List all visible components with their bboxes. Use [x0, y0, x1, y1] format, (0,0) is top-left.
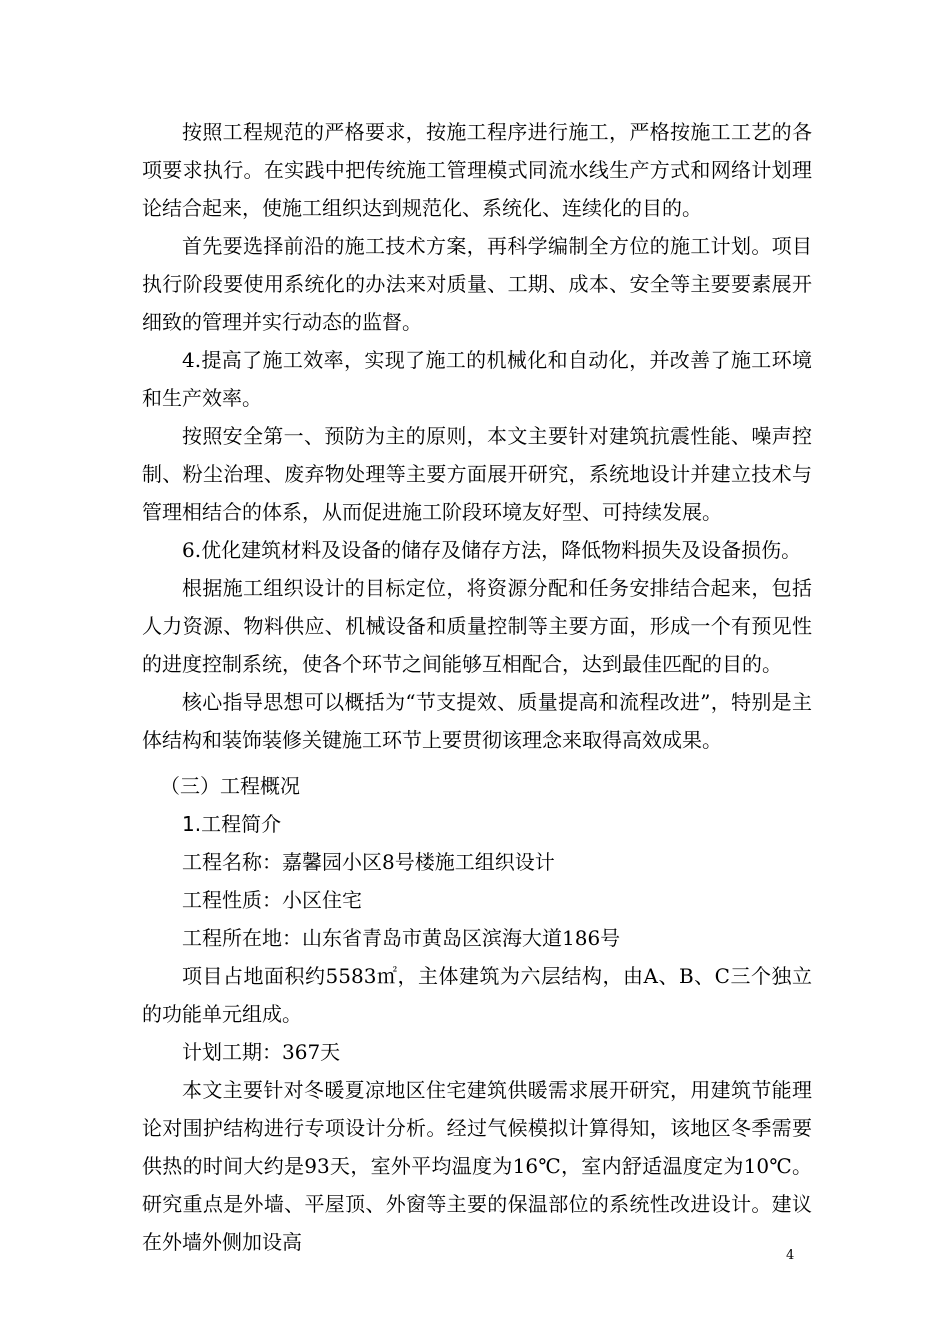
body-paragraph: 本文主要针对冬暖夏凉地区住宅建筑供暖需求展开研究，用建筑节能理论对围护结构进行专项设计分析。经过气候模拟计算得知，该地区冬季需要供热的时间大约是93天，室外平均温度为16℃，室内舒适温度定为10℃。研究重点是外墙、平屋顶、外窗等主要的保温部位的系统性改进设计。建议在外墙外侧加设高 [142, 1078, 812, 1254]
body-paragraph: 按照工程规范的严格要求，按施工程序进行施工，严格按施工工艺的各项要求执行。在实践中把传统施工管理模式同流水线生产方式和网络计划理论结合起来，使施工组织达到规范化、系统化、连续化的目的。 [142, 120, 812, 220]
body-paragraph: 首先要选择前沿的施工技术方案，再科学编制全方位的施工计划。项目执行阶段要使用系统化的办法来对质量、工期、成本、安全等主要要素展开细致的管理并实行动态的监督。 [142, 234, 812, 334]
project-duration-line: 计划工期：367天 [182, 1040, 341, 1064]
project-area-paragraph: 项目占地面积约5583㎡，主体建筑为六层结构，由A、B、C三个独立的功能单元组成。 [142, 964, 812, 1026]
project-name-line: 工程名称：嘉馨园小区8号楼施工组织设计 [182, 850, 555, 874]
page-body [142, 113, 812, 1261]
section-heading: （三）工程概况 [160, 774, 300, 798]
body-paragraph: 4.提高了施工效率，实现了施工的机械化和自动化，并改善了施工环境和生产效率。 [142, 348, 812, 410]
page-number: 4 [786, 1248, 795, 1263]
project-location-line: 工程所在地：山东省青岛市黄岛区滨海大道186号 [182, 926, 621, 950]
body-paragraph: 根据施工组织设计的目标定位，将资源分配和任务安排结合起来，包括人力资源、物料供应、机械设备和质量控制等主要方面，形成一个有预见性的进度控制系统，使各个环节之间能够互相配合，达到最佳匹配的目的。 [142, 576, 812, 676]
project-nature-line: 工程性质：小区住宅 [182, 888, 362, 912]
body-paragraph: 6.优化建筑材料及设备的储存及储存方法，降低物料损失及设备损伤。 [182, 538, 802, 562]
sub-heading: 1.工程简介 [182, 812, 282, 836]
body-paragraph: 核心指导思想可以概括为“节支提效、质量提高和流程改进”，特别是主体结构和装饰装修关键施工环节上要贯彻该理念来取得高效成果。 [142, 690, 812, 752]
body-paragraph: 按照安全第一、预防为主的原则，本文主要针对建筑抗震性能、噪声控制、粉尘治理、废弃物处理等主要方面展开研究，系统地设计并建立技术与管理相结合的体系，从而促进施工阶段环境友好型、可持续发展。 [142, 424, 812, 524]
